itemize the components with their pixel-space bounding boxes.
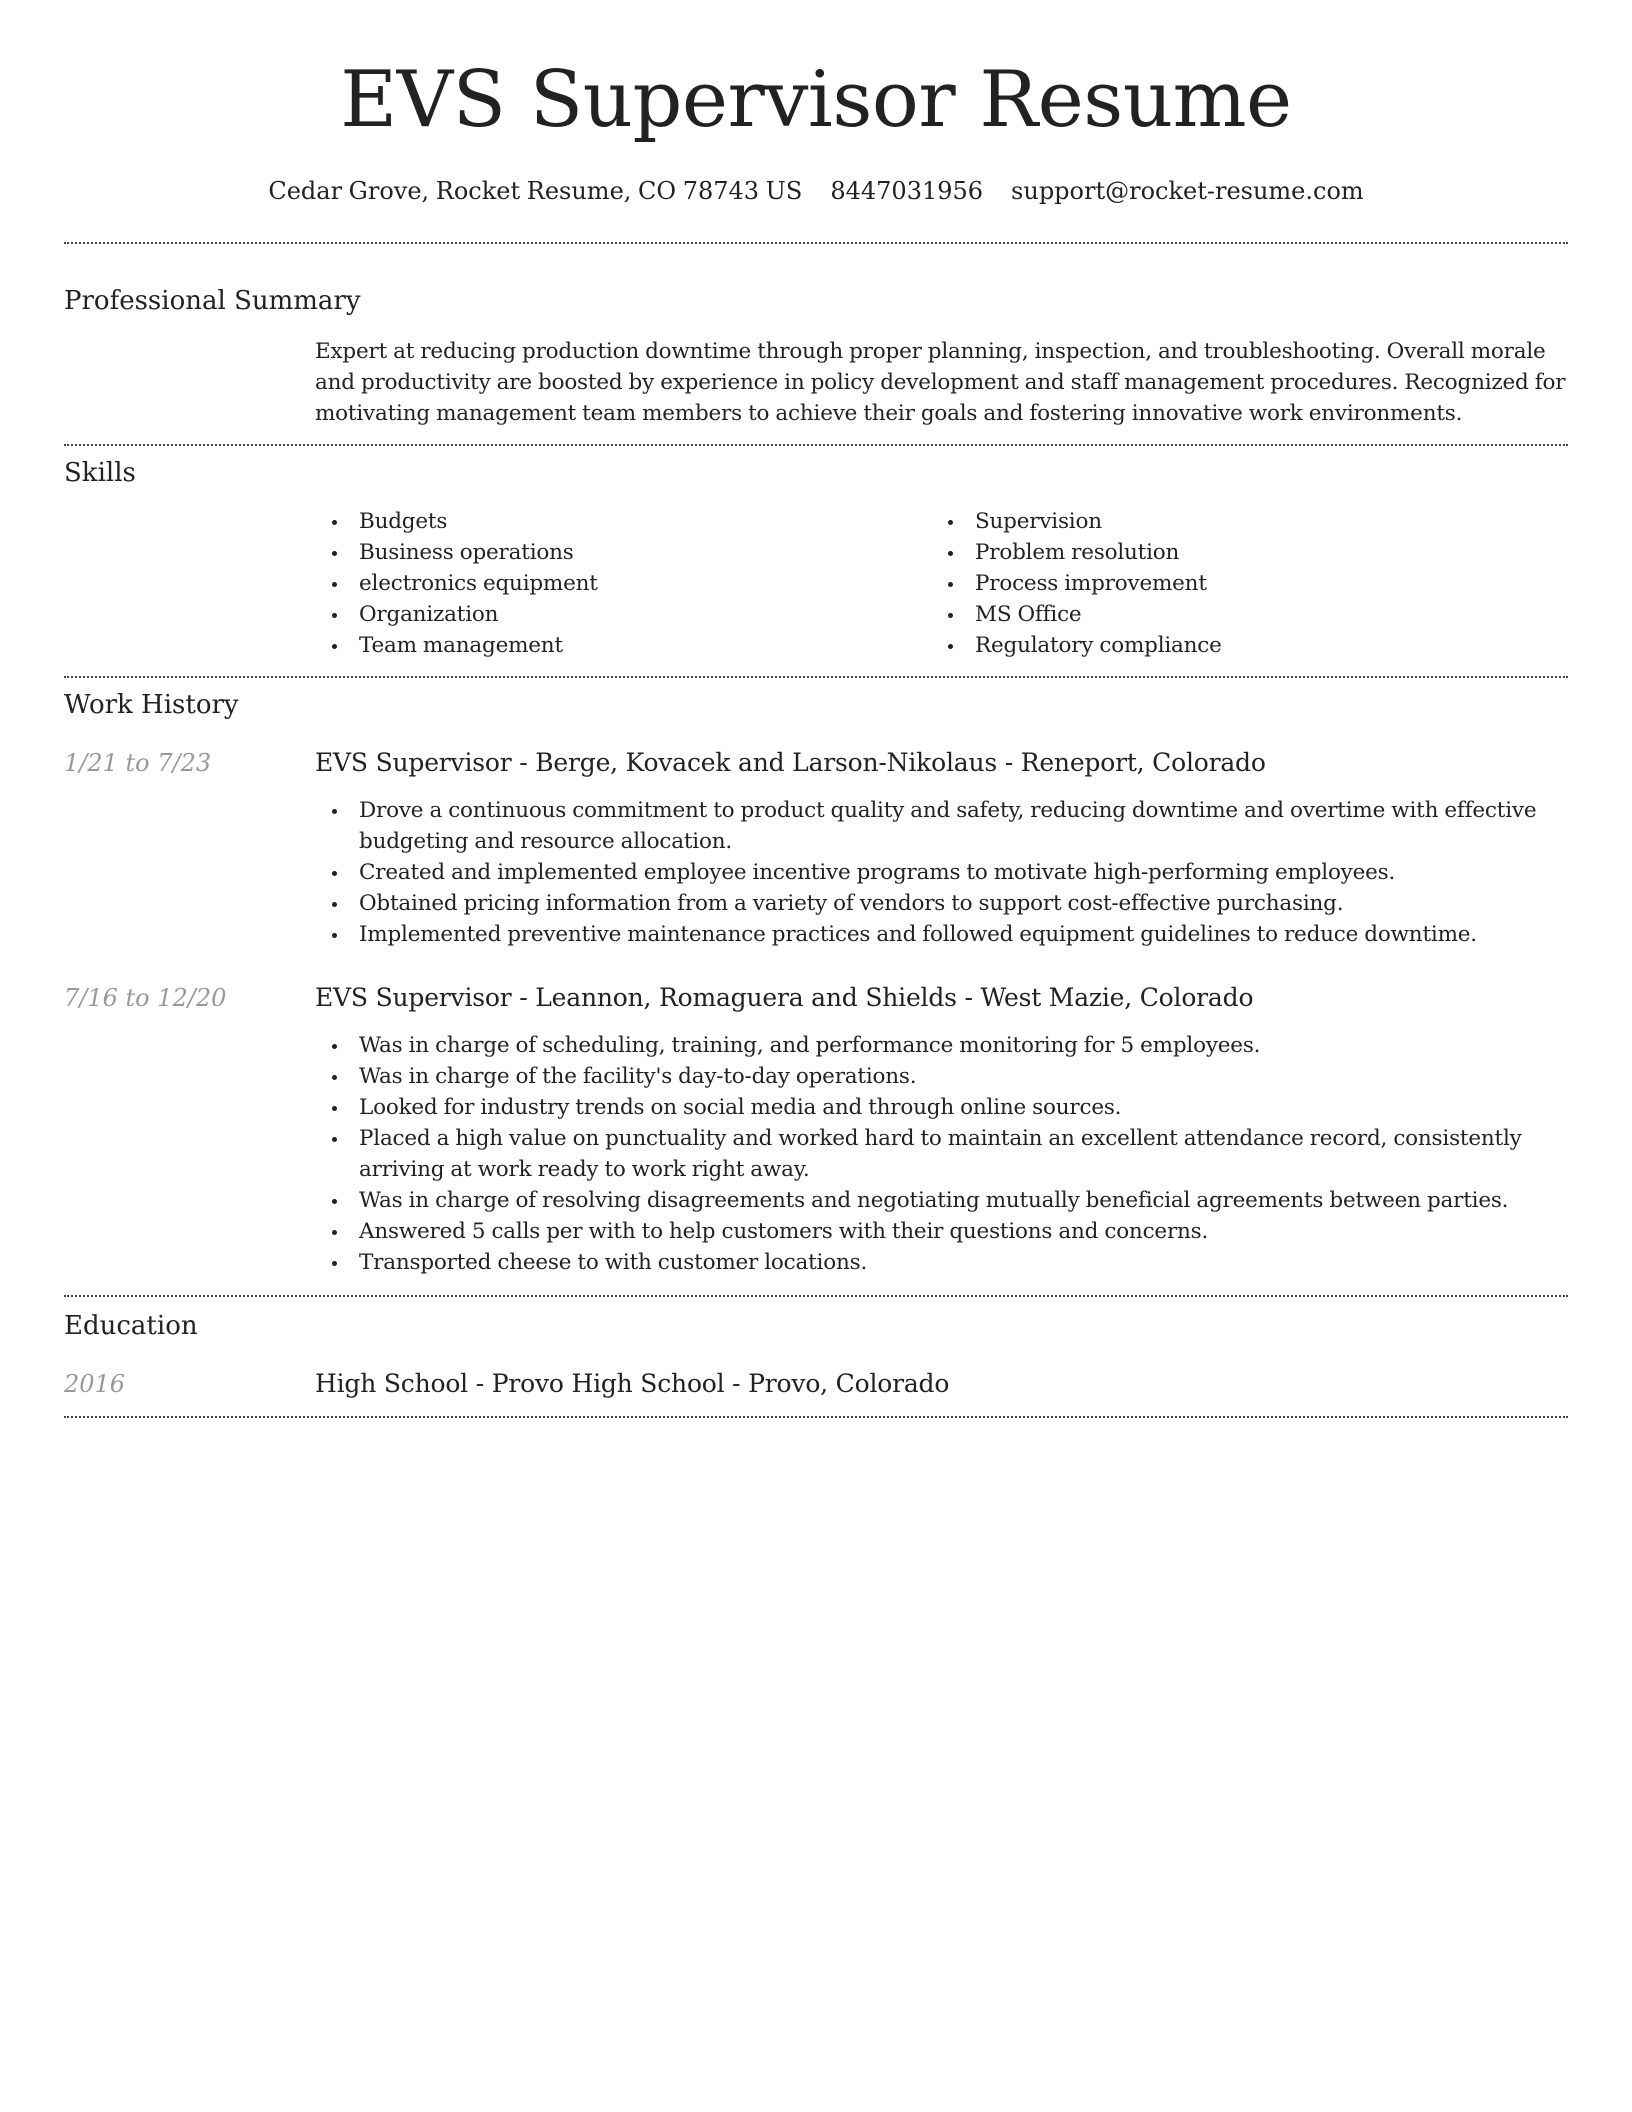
job-heading: EVS Supervisor - Leannon, Romaguera and Shields - West Mazie, Colorado: [315, 983, 1254, 1012]
job-dates: 7/16 to 12/20: [64, 984, 227, 1012]
job-heading: EVS Supervisor - Berge, Kovacek and Larson-Nikolaus - Reneport, Colorado: [315, 748, 1266, 777]
job-bullet: Answered 5 calls per with to help customers with their questions and concerns.: [315, 1216, 1568, 1247]
job-bullet: Drove a continuous commitment to product quality and safety, reducing downtime and overtime with effective budgeting and resource allocation.: [315, 795, 1568, 857]
resume-title: EVS Supervisor Resume: [340, 55, 1292, 145]
contact-line: [64, 176, 1568, 206]
skill-item: Business operations: [315, 537, 931, 568]
skills-column-right: [931, 506, 1547, 661]
job-dates: 1/21 to 7/23: [64, 749, 212, 777]
section-divider: [64, 242, 1568, 244]
job-bullet: Transported cheese to with customer locations.: [315, 1247, 1568, 1278]
resume-page: [64, 0, 1568, 1418]
education-entry: [64, 1368, 1568, 1400]
skills-list: [315, 506, 1568, 661]
job-bullets: [315, 1030, 1568, 1278]
skill-item: electronics equipment: [315, 568, 931, 599]
skill-item: MS Office: [931, 599, 1547, 630]
skill-item: Regulatory compliance: [931, 630, 1547, 661]
job-bullet: Placed a high value on punctuality and worked hard to maintain an excellent attendance record, consistently arriving at work ready to work right away.: [315, 1123, 1568, 1185]
job-bullet: Looked for industry trends on social media and through online sources.: [315, 1092, 1568, 1123]
contact-phone: 8447031956: [830, 177, 984, 205]
skills-heading: Skills: [64, 458, 136, 488]
education-heading: Education: [64, 1311, 198, 1341]
job-bullet: Was in charge of scheduling, training, and performance monitoring for 5 employees.: [315, 1030, 1568, 1061]
job-bullet: Implemented preventive maintenance practices and followed equipment guidelines to reduce downtime.: [315, 919, 1568, 950]
skill-item: Team management: [315, 630, 931, 661]
skills-column-left: [315, 506, 931, 661]
job-bullets: [315, 795, 1568, 950]
section-divider: [64, 444, 1568, 446]
contact-address: Cedar Grove, Rocket Resume, CO 78743 US: [268, 177, 803, 205]
job-bullet: Created and implemented employee incentive programs to motivate high-performing employees.: [315, 857, 1568, 888]
skill-item: Supervision: [931, 506, 1547, 537]
skill-item: Process improvement: [931, 568, 1547, 599]
skill-item: Problem resolution: [931, 537, 1547, 568]
job-entry: [64, 747, 1568, 950]
work-history-heading: Work History: [64, 690, 239, 720]
education-year: 2016: [64, 1370, 126, 1398]
skill-item: Budgets: [315, 506, 931, 537]
contact-email: support@rocket-resume.com: [1011, 177, 1364, 205]
section-divider: [64, 676, 1568, 678]
job-bullet: Was in charge of resolving disagreements and negotiating mutually beneficial agreements between parties.: [315, 1185, 1568, 1216]
summary-heading: Professional Summary: [64, 286, 361, 316]
section-divider: [64, 1416, 1568, 1418]
section-divider: [64, 1295, 1568, 1297]
skill-item: Organization: [315, 599, 931, 630]
summary-text: Expert at reducing production downtime through proper planning, inspection, and troubleshooting. Overall morale and productivity are boosted by experience in policy development and staff management procedures. Recognized for motivating management team members to achieve their goals and fostering innovative work environments.: [315, 339, 1566, 426]
job-entry: [64, 982, 1568, 1278]
education-heading-line: High School - Provo High School - Provo, Colorado: [315, 1369, 950, 1398]
job-bullet: Obtained pricing information from a variety of vendors to support cost-effective purchasing.: [315, 888, 1568, 919]
job-bullet: Was in charge of the facility's day-to-day operations.: [315, 1061, 1568, 1092]
